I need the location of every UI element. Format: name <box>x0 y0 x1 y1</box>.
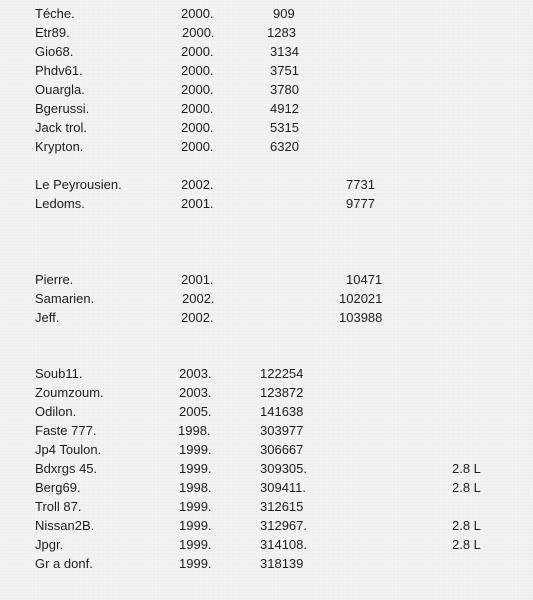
list-row <box>0 535 533 554</box>
entry-year: 1999. <box>179 442 212 457</box>
entry-engine: 2.8 L <box>452 461 481 476</box>
entry-year: 2000. <box>181 120 214 135</box>
entry-name: Krypton. <box>35 139 84 154</box>
entry-number: 10471 <box>346 272 383 287</box>
list-row <box>0 289 533 308</box>
list-row <box>0 42 533 61</box>
entry-number: 3780 <box>270 82 299 97</box>
entry-name: Samarien. <box>35 291 95 306</box>
list-row <box>0 137 533 156</box>
entry-year: 1999. <box>179 518 212 533</box>
list-row <box>0 516 533 535</box>
entry-number: 318139 <box>260 556 304 571</box>
entry-number: 314108. <box>260 537 307 552</box>
entry-name: Pierre. <box>35 272 74 287</box>
entry-name: Téche. <box>35 6 75 21</box>
entry-year: 2000. <box>181 63 214 78</box>
list-row <box>0 194 533 213</box>
entry-year: 2000. <box>181 139 214 154</box>
entry-name: Soub11. <box>35 366 83 381</box>
entry-year: 2003. <box>179 366 212 381</box>
entry-year: 1999. <box>179 537 212 552</box>
entry-name: Le Peyrousien. <box>35 177 122 192</box>
entry-year: 1998. <box>178 423 211 438</box>
entry-number: 312615 <box>260 499 304 514</box>
list-row <box>0 80 533 99</box>
entry-number: 141638 <box>260 404 304 419</box>
entry-year: 2002. <box>181 177 214 192</box>
entry-year: 2000. <box>181 44 214 59</box>
list-row <box>0 175 533 194</box>
list-row <box>0 402 533 421</box>
entry-number: 103988 <box>339 310 383 325</box>
entry-year: 2000. <box>182 25 215 40</box>
list-row <box>0 497 533 516</box>
entry-name: Phdv61. <box>35 63 83 78</box>
entry-engine: 2.8 L <box>452 518 481 533</box>
entry-year: 2003. <box>179 385 212 400</box>
list-row <box>0 99 533 118</box>
entry-year: 2001. <box>181 196 214 211</box>
entry-number: 5315 <box>270 120 299 135</box>
entry-year: 2000. <box>181 101 214 116</box>
list-row <box>0 459 533 478</box>
entry-name: Ouargla. <box>35 82 85 97</box>
entry-year: 2002. <box>182 291 215 306</box>
entry-number: 6320 <box>270 139 299 154</box>
entry-name: Berg69. <box>35 480 81 495</box>
entry-number: 123872 <box>260 385 304 400</box>
entry-number: 303977 <box>260 423 304 438</box>
entry-year: 1999. <box>179 556 212 571</box>
entry-number: 909 <box>273 6 295 21</box>
entry-name: Faste 777. <box>35 423 97 438</box>
entry-name: Bgerussi. <box>35 101 90 116</box>
entry-number: 312967. <box>260 518 307 533</box>
entry-number: 1283 <box>267 25 296 40</box>
list-row <box>0 23 533 42</box>
entry-name: Etr89. <box>35 25 70 40</box>
entry-name: Gio68. <box>35 44 74 59</box>
entry-number: 309305. <box>260 461 307 476</box>
entry-number: 3134 <box>270 44 299 59</box>
entry-year: 1999. <box>179 499 212 514</box>
entry-number: 4912 <box>270 101 299 116</box>
entry-number: 102021 <box>339 291 383 306</box>
list-row <box>0 118 533 137</box>
entry-year: 2005. <box>179 404 212 419</box>
entry-name: Zoumzoum. <box>35 385 104 400</box>
entry-year: 2002. <box>181 310 214 325</box>
entry-number: 309411. <box>260 480 307 495</box>
entry-number: 9777 <box>346 196 375 211</box>
entry-name: Jack trol. <box>35 120 88 135</box>
list-row <box>0 308 533 327</box>
entry-name: Nissan2B. <box>35 518 95 533</box>
entry-name: Troll 87. <box>35 499 82 514</box>
list-row <box>0 440 533 459</box>
entry-name: Jeff. <box>35 310 60 325</box>
entry-year: 1998. <box>179 480 212 495</box>
entry-number: 306667 <box>260 442 304 457</box>
list-row <box>0 270 533 289</box>
entry-name: Jpgr. <box>35 537 64 552</box>
list-row <box>0 364 533 383</box>
entry-name: Bdxrgs 45. <box>35 461 98 476</box>
entry-year: 2001. <box>181 272 214 287</box>
list-row <box>0 421 533 440</box>
entry-year: 1999. <box>179 461 212 476</box>
list-row <box>0 554 533 573</box>
list-row <box>0 478 533 497</box>
entry-number: 122254 <box>260 366 304 381</box>
entry-number: 7731 <box>346 177 375 192</box>
entry-name: Odilon. <box>35 404 77 419</box>
entry-year: 2000. <box>181 82 214 97</box>
entry-year: 2000. <box>181 6 214 21</box>
entry-engine: 2.8 L <box>452 537 481 552</box>
list-row <box>0 61 533 80</box>
entry-engine: 2.8 L <box>452 480 481 495</box>
entry-name: Jp4 Toulon. <box>35 442 102 457</box>
entry-number: 3751 <box>270 63 299 78</box>
entry-name: Ledoms. <box>35 196 85 211</box>
list-row <box>0 4 533 23</box>
entry-name: Gr a donf. <box>35 556 93 571</box>
list-row <box>0 383 533 402</box>
